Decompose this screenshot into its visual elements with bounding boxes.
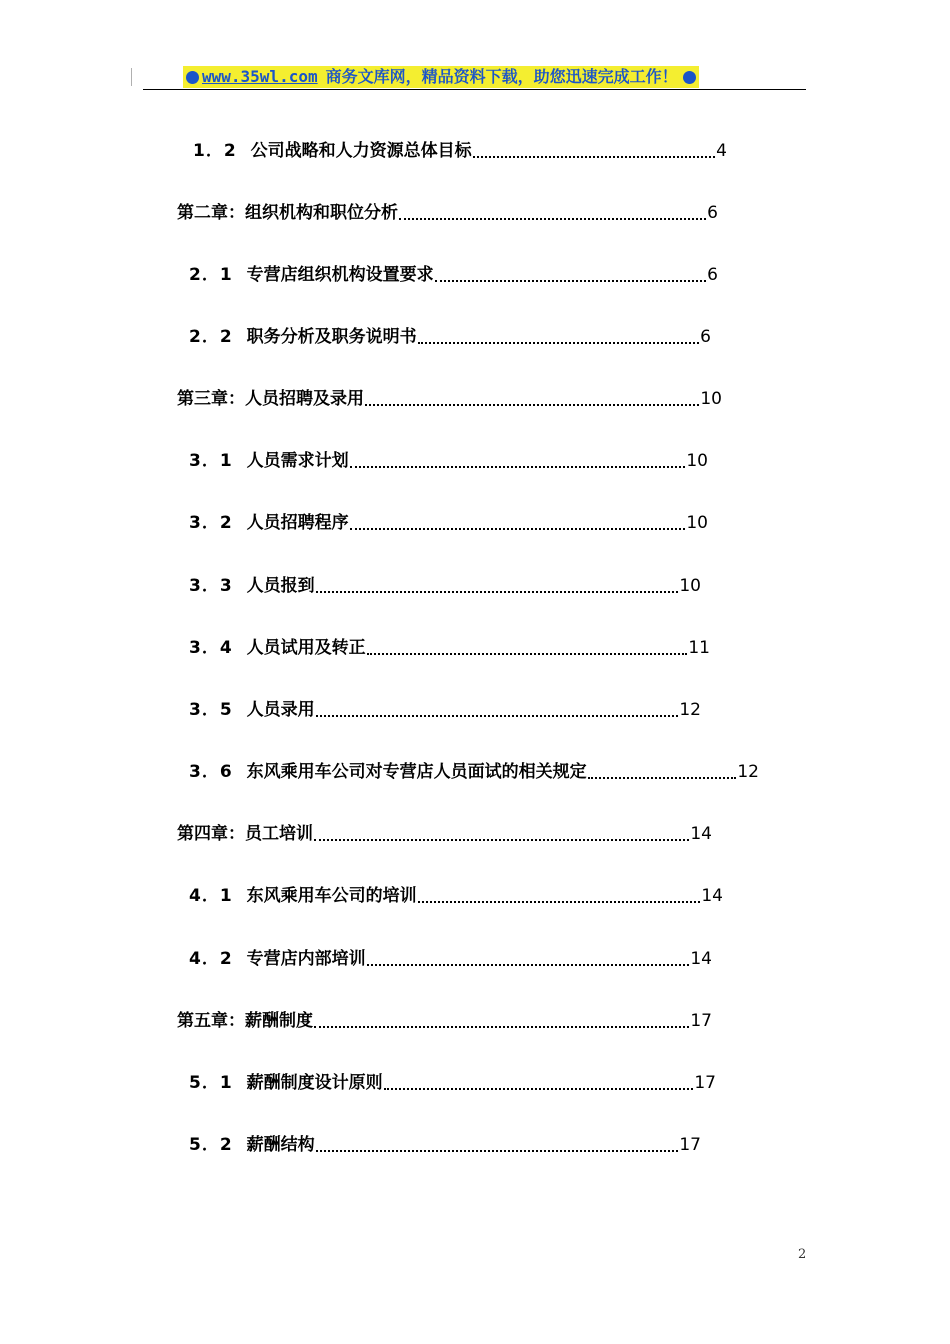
toc-entry[interactable] — [189, 759, 759, 785]
toc-entry-title: 薪酬制度设计原则 — [246, 1073, 383, 1093]
toc-leader-dots — [350, 466, 686, 468]
toc-entry-title: 公司战略和人力资源总体目标 — [250, 141, 472, 161]
toc-entry-page: 17 — [694, 1073, 716, 1093]
header-url-link[interactable]: www.35wl.com — [202, 67, 318, 86]
toc-entry-page: 12 — [679, 700, 701, 720]
toc-leader-dots — [316, 1150, 679, 1152]
toc-entry[interactable] — [189, 635, 710, 661]
toc-chapter-entry[interactable] — [177, 386, 722, 412]
toc-entry-page: 17 — [679, 1135, 701, 1155]
toc-entry-page: 14 — [690, 824, 712, 844]
toc-entry-title: 专营店内部培训 — [246, 949, 366, 969]
toc-entry[interactable] — [189, 573, 701, 599]
toc-leader-dots — [367, 964, 690, 966]
toc-entry-number: 3．6 — [189, 762, 233, 782]
toc-entry-page: 6 — [707, 265, 718, 285]
toc-entry-title: 薪酬结构 — [246, 1135, 315, 1155]
toc-leader-dots — [418, 901, 701, 903]
toc-entry-page: 14 — [701, 886, 723, 906]
toc-entry-title: 人员招聘程序 — [246, 513, 349, 533]
toc-entry-number: 4．2 — [189, 949, 233, 969]
toc-entry-title: 职务分析及职务说明书 — [246, 327, 417, 347]
toc-entry-title: 人员报到 — [246, 576, 315, 596]
toc-entry-number: 2．2 — [189, 327, 233, 347]
toc-entry[interactable] — [189, 262, 718, 288]
toc-entry-number: 3．1 — [189, 451, 233, 471]
toc-entry[interactable] — [189, 1132, 701, 1158]
toc-entry[interactable] — [189, 946, 712, 972]
toc-entry-page: 10 — [686, 513, 708, 533]
toc-entry-title: 第三章：人员招聘及录用 — [177, 389, 364, 409]
toc-entry-title: 人员录用 — [246, 700, 315, 720]
toc-leader-dots — [384, 1088, 694, 1090]
toc-chapter-entry[interactable] — [177, 1008, 712, 1034]
toc-entry-page: 14 — [690, 949, 712, 969]
toc-leader-dots — [473, 156, 716, 158]
toc-entry-title: 专营店组织机构设置要求 — [246, 265, 434, 285]
toc-entry-page: 10 — [700, 389, 722, 409]
toc-entry-page: 11 — [688, 638, 710, 658]
toc-entry-title: 东风乘用车公司对专营店人员面试的相关规定 — [246, 762, 587, 782]
toc-leader-dots — [588, 777, 737, 779]
header-slogan: 商务文库网，精品资料下载，助您迅速完成工作！ — [325, 67, 678, 86]
toc-entry-number: 5．1 — [189, 1073, 233, 1093]
header-rule — [143, 89, 806, 90]
toc-entry[interactable] — [189, 448, 708, 474]
toc-leader-dots — [435, 280, 707, 282]
toc-leader-dots — [316, 591, 679, 593]
toc-leader-dots — [316, 715, 679, 717]
toc-leader-dots — [399, 218, 706, 220]
toc-entry-number: 4．1 — [189, 886, 233, 906]
header-banner — [183, 66, 699, 88]
toc-entry-page: 10 — [686, 451, 708, 471]
bullet-dot-icon — [683, 71, 696, 84]
toc-entry-number: 3．4 — [189, 638, 233, 658]
toc-entry-number: 3．3 — [189, 576, 233, 596]
toc-entry-number: 3．2 — [189, 513, 233, 533]
bullet-dot-icon — [186, 71, 199, 84]
toc-entry-page: 4 — [716, 141, 727, 161]
toc-leader-dots — [418, 342, 700, 344]
toc-entry-number: 3．5 — [189, 700, 233, 720]
toc-entry[interactable] — [189, 324, 711, 350]
toc-entry[interactable] — [189, 697, 701, 723]
toc-entry-title: 第五章：薪酬制度 — [177, 1011, 313, 1031]
toc-entry-title: 人员需求计划 — [246, 451, 349, 471]
toc-entry-page: 6 — [707, 203, 718, 223]
toc-chapter-entry[interactable] — [177, 821, 712, 847]
page-number: 2 — [798, 1247, 807, 1262]
toc-leader-dots — [314, 1026, 689, 1028]
toc-chapter-entry[interactable] — [177, 200, 718, 226]
toc-entry-title: 人员试用及转正 — [246, 638, 366, 658]
toc-leader-dots — [350, 528, 686, 530]
toc-leader-dots — [365, 404, 699, 406]
toc-entry[interactable] — [189, 510, 708, 536]
toc-leader-dots — [314, 839, 689, 841]
toc-entry-number: 1．2 — [193, 141, 237, 161]
toc-entry[interactable] — [189, 1070, 716, 1096]
toc-entry-title: 第二章：组织机构和职位分析 — [177, 203, 398, 223]
toc-entry-page: 10 — [679, 576, 701, 596]
toc-entry[interactable] — [189, 883, 723, 909]
toc-entry-number: 2．1 — [189, 265, 233, 285]
toc-entry[interactable] — [193, 138, 727, 164]
toc-leader-dots — [367, 653, 688, 655]
toc-entry-page: 12 — [737, 762, 759, 782]
toc-entry-title: 东风乘用车公司的培训 — [246, 886, 417, 906]
toc-entry-page: 17 — [690, 1011, 712, 1031]
toc-entry-page: 6 — [700, 327, 711, 347]
corner-crop-mark — [131, 68, 132, 86]
toc-entry-number: 5．2 — [189, 1135, 233, 1155]
toc-entry-title: 第四章：员工培训 — [177, 824, 313, 844]
